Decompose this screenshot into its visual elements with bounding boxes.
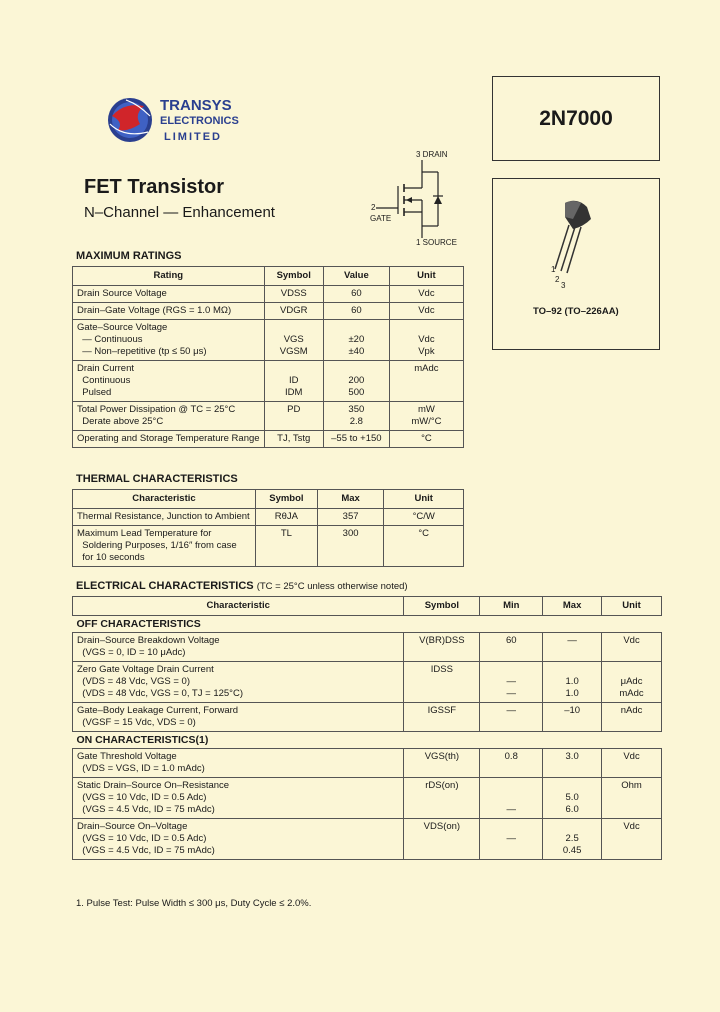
package-box [492,178,660,350]
cell-symbol: VGS VGSM [264,320,323,361]
cell-unit: nAdc [602,703,662,732]
electrical-condition: (TC = 25°C unless otherwise noted) [256,581,408,592]
gate-label: GATE [370,214,392,223]
header-characteristic: Characteristic [73,597,404,616]
logo-globe-icon [104,94,160,150]
cell-unit: Vdc [602,749,662,778]
header-symbol: Symbol [255,490,317,509]
cell-symbol: VDSS [264,286,323,303]
cell-value: 200 500 [323,361,389,402]
cell-char: Drain–Source Breakdown Voltage (VGS = 0, ID = 10 μAdc) [73,633,404,662]
off-characteristics-heading: OFF CHARACTERISTICS [73,616,662,633]
gate-number: 2 [371,203,376,212]
cell-symbol: VDS(on) [404,819,480,860]
cell-char: Zero Gate Voltage Drain Current (VDS = 48 Vdc, VGS = 0) (VDS = 48 Vdc, VGS = 0, TJ = 125°C) [73,662,404,703]
header-max: Max [317,490,384,509]
cell-unit: °C [384,526,464,567]
cell-value: ±20 ±40 [323,320,389,361]
logo-line-3: LIMITED [164,131,222,143]
thermal-heading: THERMAL CHARACTERISTICS [76,473,238,485]
max-ratings-heading: MAXIMUM RATINGS [76,250,182,262]
cell-rating: Gate–Source Voltage — Continuous — Non–repetitive (tp ≤ 50 μs) [73,320,265,361]
table-row [73,402,464,431]
cell-unit: Vdc [602,633,662,662]
cell-symbol: TJ, Tstg [264,431,323,448]
electrical-heading [76,580,408,592]
table-row [73,749,662,778]
electrical-table [72,596,662,860]
logo-line-1: TRANSYS [160,97,232,114]
header-unit: Unit [384,490,464,509]
cell-max: 1.0 1.0 [543,662,602,703]
cell-symbol: RθJA [255,509,317,526]
cell-max: 3.0 [543,749,602,778]
cell-rating: Operating and Storage Temperature Range [73,431,265,448]
cell-char: Gate–Body Leakage Current, Forward (VGSF = 15 Vdc, VDS = 0) [73,703,404,732]
cell-symbol: rDS(on) [404,778,480,819]
mosfet-symbol-icon [376,160,446,238]
table-row [73,819,662,860]
page-subtitle: N–Channel — Enhancement [84,204,275,221]
cell-unit: Vdc [602,819,662,860]
header-unit: Unit [389,267,463,286]
cell-symbol: V(BR)DSS [404,633,480,662]
on-characteristics-heading: ON CHARACTERISTICS(1) [73,732,662,749]
cell-unit: °C/W [384,509,464,526]
table-header-row [73,267,464,286]
cell-symbol: VGS(th) [404,749,480,778]
cell-value: 350 2.8 [323,402,389,431]
pin-1-label: 1 [551,265,556,274]
cell-max: –10 [543,703,602,732]
drain-label: 3 DRAIN [416,150,448,159]
cell-char: Thermal Resistance, Junction to Ambient [73,509,256,526]
cell-unit: °C [389,431,463,448]
thermal-table [72,489,464,567]
company-logo [104,94,244,146]
cell-unit: mAdc [389,361,463,402]
table-row [73,431,464,448]
cell-symbol: VDGR [264,303,323,320]
table-header-row [73,597,662,616]
cell-max: 2.5 0.45 [543,819,602,860]
cell-symbol: IDSS [404,662,480,703]
table-row [73,303,464,320]
table-row [73,633,662,662]
cell-max: 300 [317,526,384,567]
cell-char: Drain–Source On–Voltage (VGS = 10 Vdc, ID = 0.5 Adc) (VGS = 4.5 Vdc, ID = 75 mAdc) [73,819,404,860]
table-header-row [73,490,464,509]
cell-rating: Drain Current Continuous Pulsed [73,361,265,402]
header-symbol: Symbol [404,597,480,616]
cell-max: — [543,633,602,662]
cell-unit: Vdc [389,286,463,303]
cell-min: — [480,778,543,819]
page-title: FET Transistor [84,176,225,198]
table-row [73,509,464,526]
cell-rating: Drain–Gate Voltage (RGS = 1.0 MΩ) [73,303,265,320]
logo-line-2: ELECTRONICS [160,115,239,127]
electrical-heading-text: ELECTRICAL CHARACTERISTICS [76,580,254,592]
header-rating: Rating [73,267,265,286]
cell-max: 357 [317,509,384,526]
pin-2-label: 2 [555,275,560,284]
table-row [73,526,464,567]
table-row [73,320,464,361]
header-value: Value [323,267,389,286]
cell-symbol: ID IDM [264,361,323,402]
cell-char: Maximum Lead Temperature for Soldering Purposes, 1/16″ from case for 10 seconds [73,526,256,567]
header-min: Min [480,597,543,616]
header-max: Max [543,597,602,616]
cell-min: — [480,703,543,732]
cell-rating: Total Power Dissipation @ TC = 25°C Derate above 25°C [73,402,265,431]
max-ratings-table [72,266,464,448]
cell-max: 5.0 6.0 [543,778,602,819]
cell-min: 0.8 [480,749,543,778]
table-row [73,361,464,402]
cell-value: 60 [323,303,389,320]
cell-symbol: TL [255,526,317,567]
cell-min: — [480,819,543,860]
cell-char: Gate Threshold Voltage (VDS = VGS, ID = 1.0 mAdc) [73,749,404,778]
table-row [73,778,662,819]
mosfet-schematic [366,148,466,248]
off-section-row [73,616,662,633]
cell-char: Static Drain–Source On–Resistance (VGS = 10 Vdc, ID = 0.5 Adc) (VGS = 4.5 Vdc, ID = 75 mAdc) [73,778,404,819]
package-label: TO–92 (TO–226AA) [533,306,619,317]
cell-symbol: PD [264,402,323,431]
cell-symbol: IGSSF [404,703,480,732]
header-unit: Unit [602,597,662,616]
on-section-row [73,732,662,749]
part-number-box [492,76,660,161]
cell-min: — — [480,662,543,703]
cell-unit: mW mW/°C [389,402,463,431]
header-symbol: Symbol [264,267,323,286]
table-row [73,662,662,703]
source-label: 1 SOURCE [416,238,457,247]
footnote: 1. Pulse Test: Pulse Width ≤ 300 μs, Duty Cycle ≤ 2.0%. [76,898,312,909]
cell-value: –55 to +150 [323,431,389,448]
cell-unit: Ohm [602,778,662,819]
cell-unit: Vdc Vpk [389,320,463,361]
cell-min: 60 [480,633,543,662]
cell-unit: Vdc [389,303,463,320]
header-characteristic: Characteristic [73,490,256,509]
cell-unit: μAdc mAdc [602,662,662,703]
part-number: 2N7000 [539,106,613,130]
pin-3-label: 3 [561,281,566,290]
cell-value: 60 [323,286,389,303]
table-row [73,703,662,732]
cell-rating: Drain Source Voltage [73,286,265,303]
table-row [73,286,464,303]
